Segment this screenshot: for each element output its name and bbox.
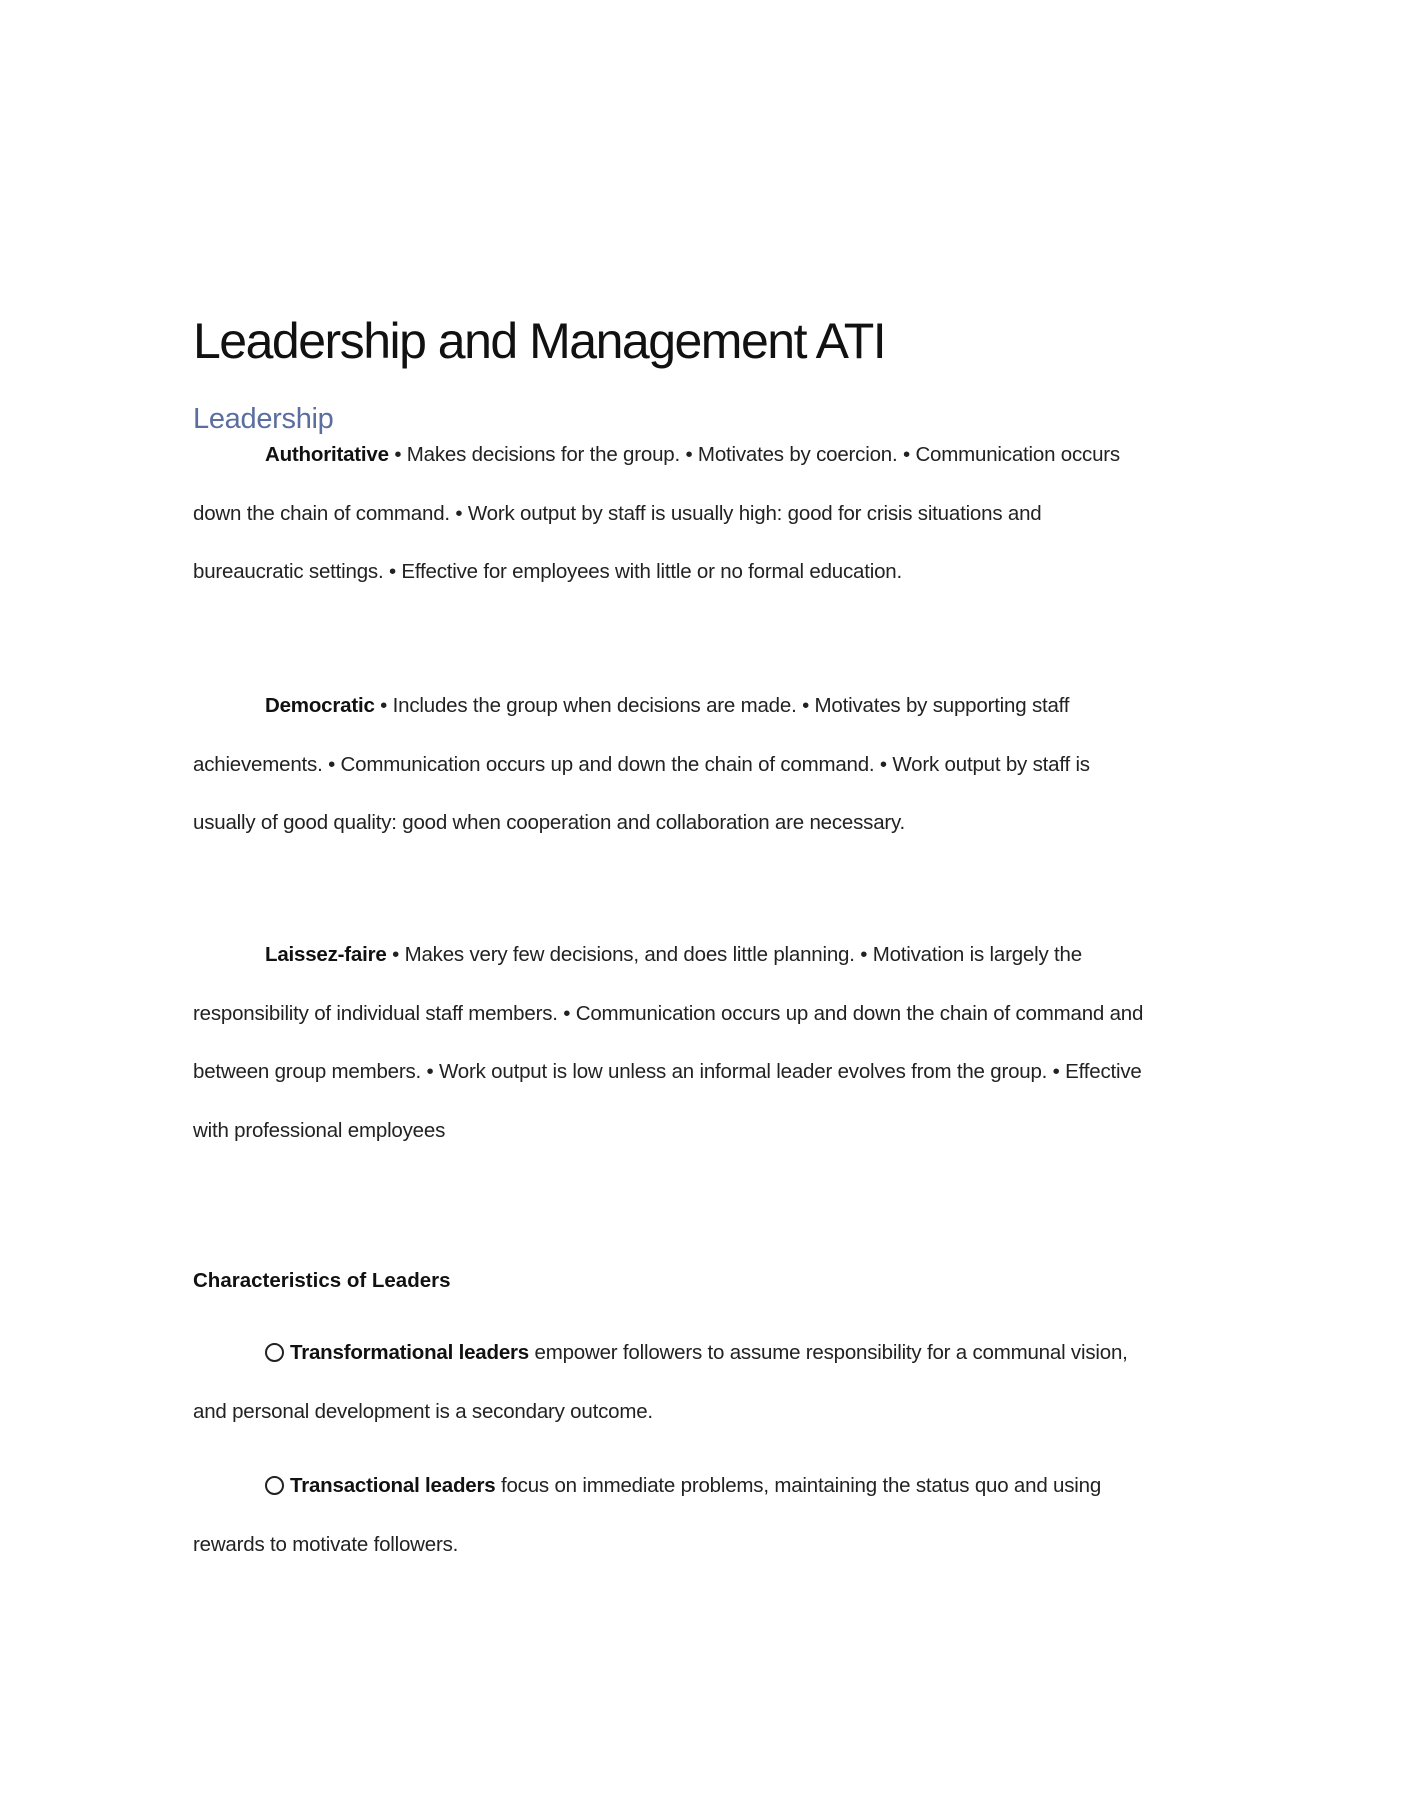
characteristic-description: focus on immediate problems, maintaining the status quo and using rewards to motivate followers. (193, 1474, 1102, 1556)
style-democratic (193, 677, 1153, 853)
circle-bullet-icon (265, 1343, 284, 1362)
characteristic-transformational (193, 1324, 1153, 1441)
style-description: • Makes very few decisions, and does little planning. • Motivation is largely the responsibility of individual staff members. • Communication occurs up and down the chain of command and between group members. • Work output is low unless an informal leader evolves from the group. • Effective with professional employees (193, 943, 1144, 1142)
characteristic-transactional (193, 1457, 1153, 1574)
style-description: • Makes decisions for the group. • Motivates by coercion. • Communication occurs down the chain of command. • Work output by staff is usually high: good for crisis situations and bureaucratic settings. • Effective for employees with little or no formal education. (193, 443, 1120, 583)
characteristic-name: Transformational leaders (290, 1341, 530, 1364)
style-authoritative (193, 426, 1153, 602)
style-laissez-faire (193, 926, 1153, 1160)
style-name: Democratic (265, 694, 375, 717)
characteristic-name: Transactional leaders (290, 1474, 496, 1497)
document-title: Leadership and Management ATI (193, 313, 886, 369)
style-name: Laissez-faire (265, 943, 387, 966)
style-description: • Includes the group when decisions are made. • Motivates by supporting staff achievements. • Communication occurs up and down the chain of command. • Work output by staff is usually of good quality: good when cooperation and collaboration are necessary. (193, 694, 1090, 834)
section-heading-leadership: Leadership (193, 403, 334, 435)
circle-bullet-icon (265, 1476, 284, 1495)
characteristics-heading: Characteristics of Leaders (193, 1269, 451, 1292)
style-name: Authoritative (265, 443, 389, 466)
characteristic-description: empower followers to assume responsibility for a communal vision, and personal development is a secondary outcome. (193, 1341, 1128, 1423)
